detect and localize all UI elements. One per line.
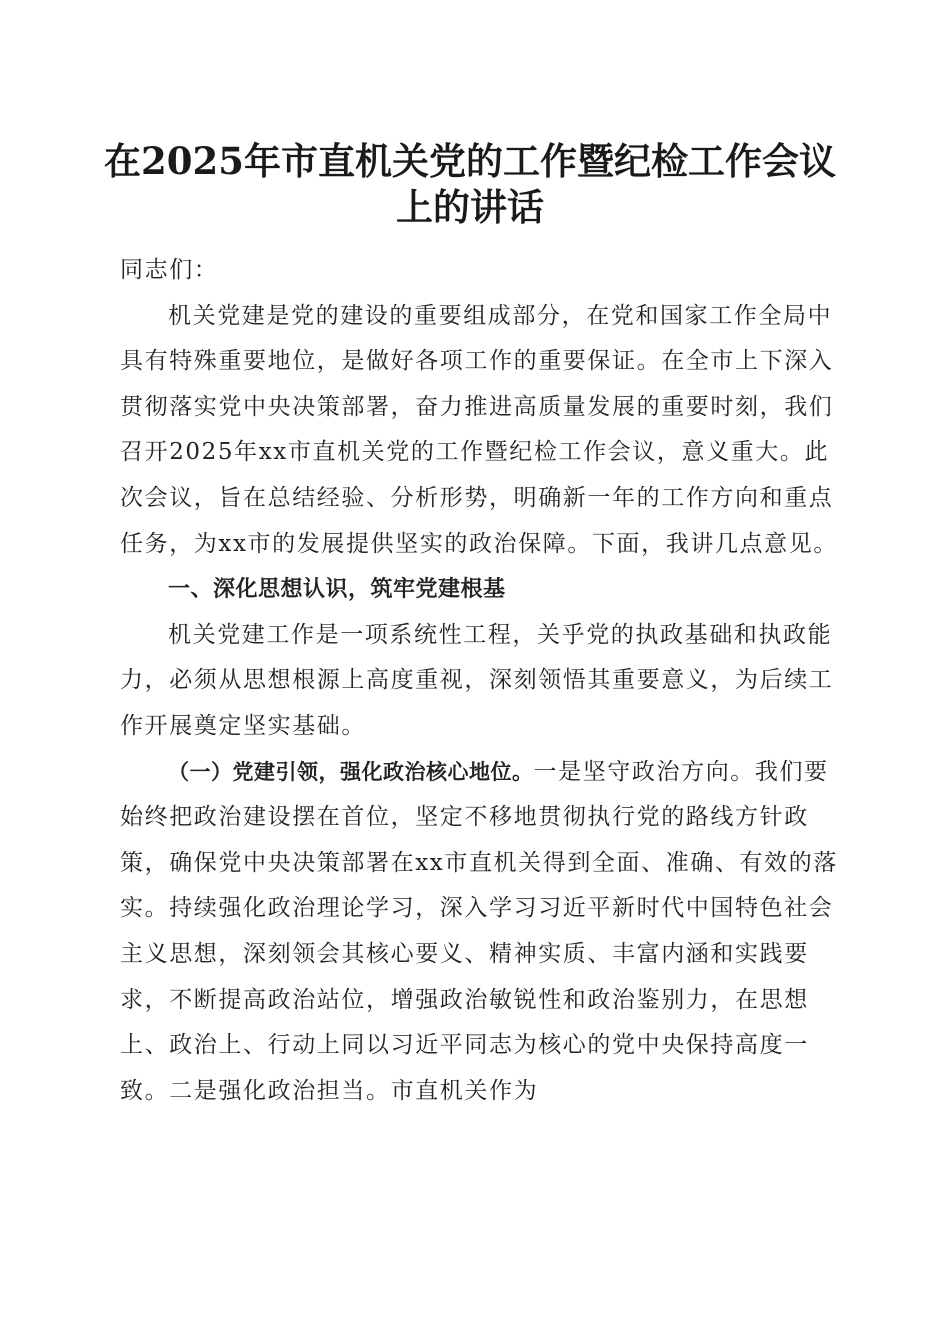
section-1-intro-paragraph: 机关党建工作是一项系统性工程，关乎党的执政基础和执政能力，必须从思想根源上高度重视，深刻领悟其重要意义，为后续工作开展奠定坚实基础。 bbox=[120, 621, 834, 739]
title-line-1: 在2025年市直机关党的工作暨纪检工作会议 bbox=[104, 139, 836, 183]
subsection-1-text: 一是坚守政治方向。我们要始终把政治建设摆在首位，坚定不移地贯彻执行党的路线方针政策，确保党中央决策部署在xx市直机关得到全面、准确、有效的落实。持续强化政治理论学习，深入学习习近平新时代中国特色社会主义思想，深刻领会其核心要义、精神实质、丰富内涵和实践要求，不断提高政治站位，增强政治敏锐性和政治鉴别力，在思想上、政治上、行动上同以习近平同志为核心的党中央保持高度一致。二是强化政治担当。市直机关作为 bbox=[120, 758, 838, 1104]
subsection-1-paragraph bbox=[120, 750, 840, 1115]
subsection-1-heading: （一）党建引领，强化政治核心地位。 bbox=[168, 759, 534, 784]
greeting: 同志们： bbox=[120, 257, 219, 283]
document-body bbox=[120, 248, 840, 1114]
document-title bbox=[100, 138, 840, 230]
title-line-2: 上的讲话 bbox=[396, 185, 544, 229]
section-1-heading: 一、深化思想认识，筑牢党建根基 bbox=[168, 577, 506, 603]
intro-paragraph: 机关党建是党的建设的重要组成部分，在党和国家工作全局中具有特殊重要地位，是做好各项工作的重要保证。在全市上下深入贯彻落实党中央决策部署，奋力推进高质量发展的重要时刻，我们召开2025年xx市直机关党的工作暨纪检工作会议，意义重大。此次会议，旨在总结经验、分析形势，明确新一年的工作方向和重点任务，为xx市的发展提供坚实的政治保障。下面，我讲几点意见。 bbox=[120, 302, 838, 557]
